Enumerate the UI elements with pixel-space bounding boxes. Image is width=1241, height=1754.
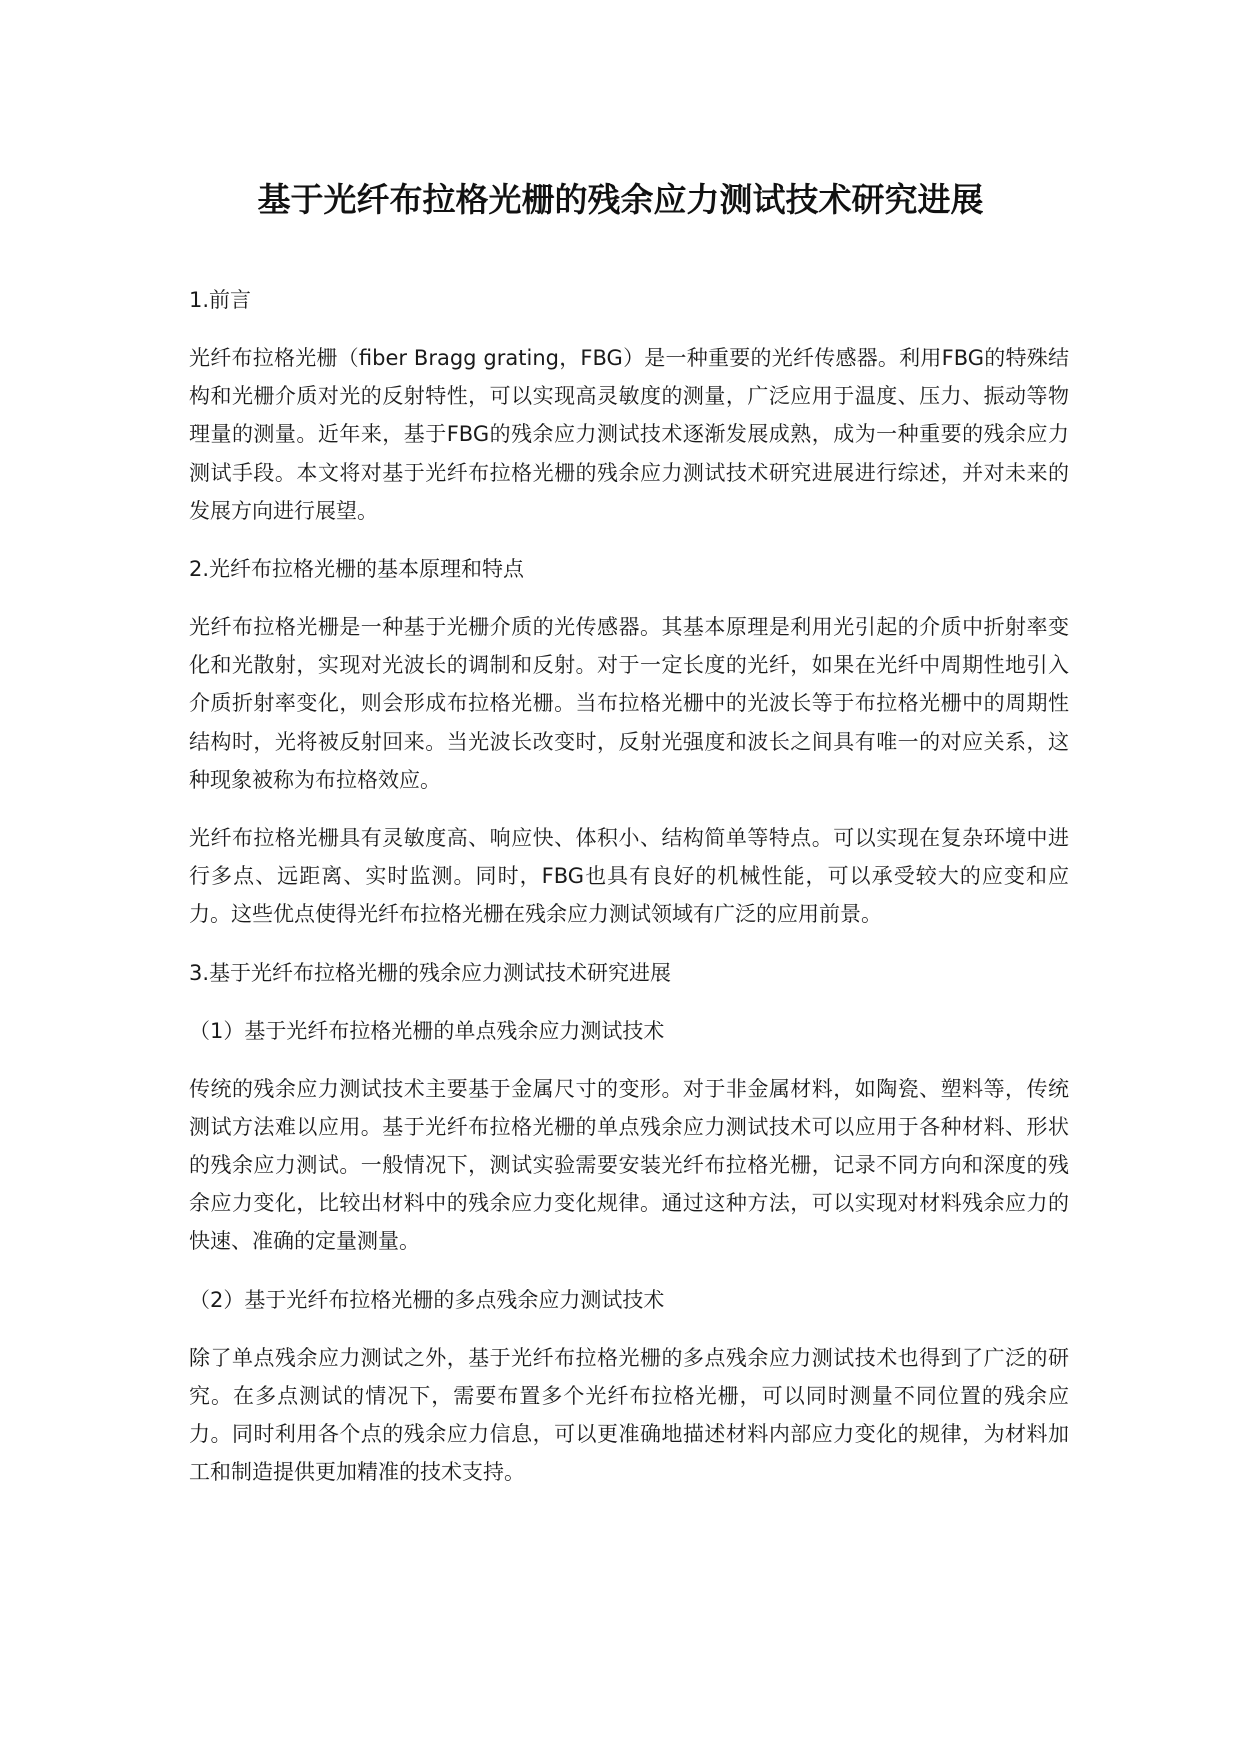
paragraph: 除了单点残余应力测试之外，基于光纤布拉格光栅的多点残余应力测试技术也得到了广泛的研究。在多点测试的情况下，需要布置多个光纤布拉格光栅，可以同时测量不同位置的残余应力。同时利用各个点的残余应力信息，可以更准确地描述材料内部应力变化的规律，为材料加工和制造提供更加精准的技术支持。 (189, 1345, 1069, 1485)
document-title: 基于光纤布拉格光栅的残余应力测试技术研究进展 (257, 180, 984, 219)
paragraph: 传统的残余应力测试技术主要基于金属尺寸的变形。对于非金属材料，如陶瓷、塑料等，传统测试方法难以应用。基于光纤布拉格光栅的单点残余应力测试技术可以应用于各种材料、形状的残余应力测试。一般情况下，测试实验需要安装光纤布拉格光栅，记录不同方向和深度的残余应力变化，比较出材料中的残余应力变化规律。通过这种方法，可以实现对材料残余应力的快速、准确的定量测量。 (189, 1076, 1069, 1254)
section-heading-introduction: 1.前言 (189, 288, 252, 312)
paragraph: 光纤布拉格光栅（fiber Bragg grating，FBG）是一种重要的光纤传感器。利用FBG的特殊结构和光栅介质对光的反射特性，可以实现高灵敏度的测量，广泛应用于温度、压力、振动等物理量的测量。近年来，基于FBG的残余应力测试技术逐渐发展成熟，成为一种重要的残余应力测试手段。本文将对基于光纤布拉格光栅的残余应力测试技术研究进展进行综述，并对未来的发展方向进行展望。 (189, 346, 1069, 523)
subsection-heading-multi-point: （2）基于光纤布拉格光栅的多点残余应力测试技术 (189, 1287, 665, 1312)
section-heading-progress: 3.基于光纤布拉格光栅的残余应力测试技术研究进展 (189, 960, 672, 985)
paragraph: 光纤布拉格光栅是一种基于光栅介质的光传感器。其基本原理是利用光引起的介质中折射率变化和光散射，实现对光波长的调制和反射。对于一定长度的光纤，如果在光纤中周期性地引入介质折射率变化，则会形成布拉格光栅。当布拉格光栅中的光波长等于布拉格光栅中的周期性结构时，光将被反射回来。当光波长改变时，反射光强度和波长之间具有唯一的对应关系，这种现象被称为布拉格效应。 (189, 615, 1069, 792)
paragraph: 光纤布拉格光栅具有灵敏度高、响应快、体积小、结构简单等特点。可以实现在复杂环境中进行多点、远距离、实时监测。同时，FBG也具有良好的机械性能，可以承受较大的应变和应力。这些优点使得光纤布拉格光栅在残余应力测试领域有广泛的应用前景。 (189, 826, 1069, 927)
section-heading-principles: 2.光纤布拉格光栅的基本原理和特点 (189, 557, 525, 582)
document-body (189, 281, 1069, 1511)
subsection-heading-single-point: （1）基于光纤布拉格光栅的单点残余应力测试技术 (189, 1018, 665, 1043)
